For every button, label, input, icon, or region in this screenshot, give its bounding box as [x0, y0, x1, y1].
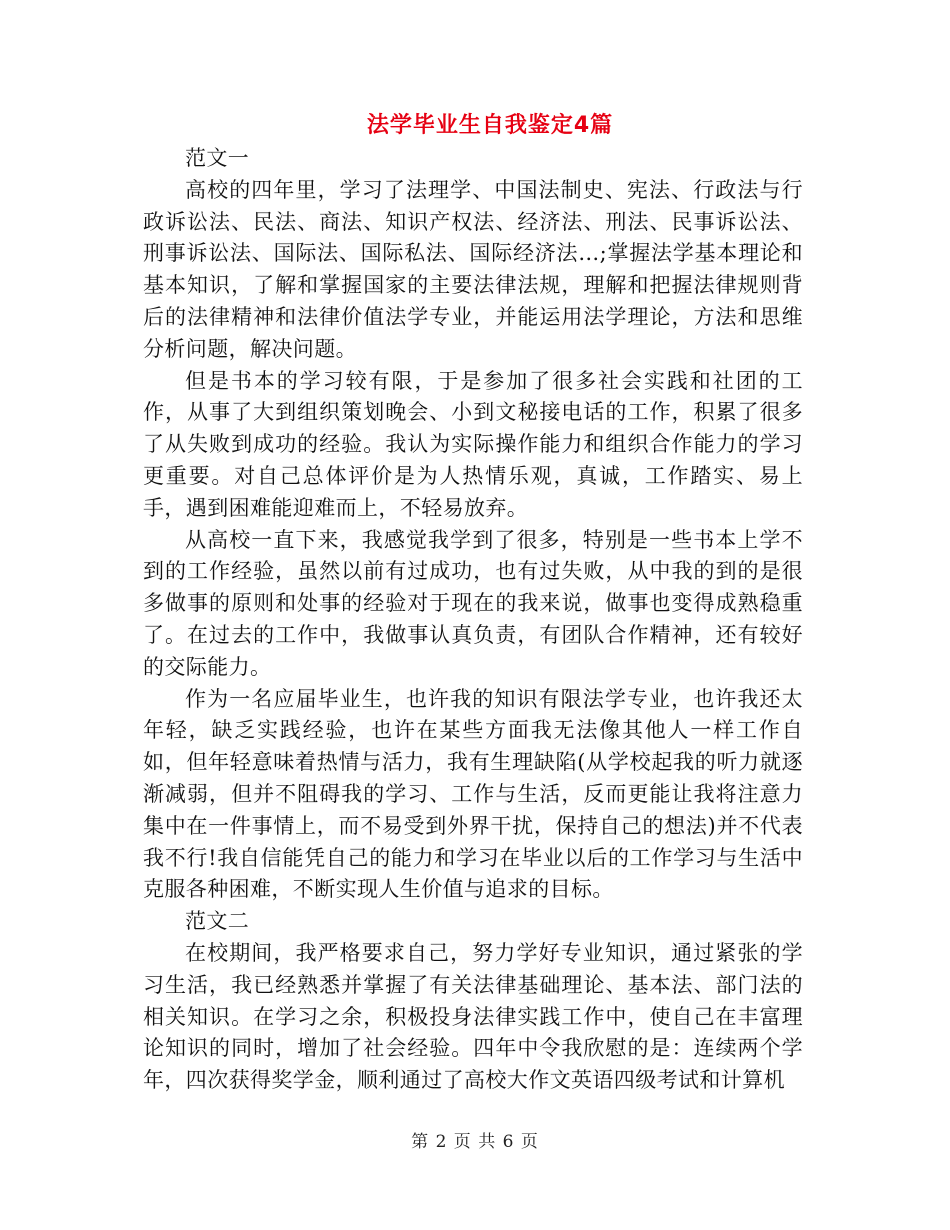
- document-title: 法学毕业生自我鉴定4篇: [366, 113, 614, 138]
- document-body: [143, 143, 803, 1097]
- section-heading: 范文一: [185, 146, 250, 170]
- paragraph: 作为一名应届毕业生，也许我的知识有限法学专业，也许我还太年轻，缺乏实践经验，也许在某些方面我无法像其他人一样工作自如，但年轻意味着热情与活力，我有生理缺陷(从学校起我的听力就逐渐减弱，但并不阻碍我的学习、工作与生活，反而更能让我将注意力集中在一件事情上，而不易受到外界干扰，保持自己的想法)并不代表我不行!我自信能凭自己的能力和学习在毕业以后的工作学习与生活中克服各种困难，不断实现人生价值与追求的目标。: [143, 686, 803, 902]
- section-heading: 范文二: [185, 909, 250, 934]
- paragraph: 在校期间，我严格要求自己，努力学好专业知识，通过紧张的学习生活，我已经熟悉并掌握了有关法律基础理论、基本法、部门法的相关知识。在学习之余，积极投身法律实践工作中，使自己在丰富理论知识的同时，增加了社会经验。四年中令我欣慰的是：连续两个学年，四次获得奖学金，顺利通过了高校大作文英语四级考试和计算机: [143, 940, 803, 1093]
- page-footer: 第 2 页 共 6 页: [411, 1132, 539, 1152]
- paragraph: 高校的四年里，学习了法理学、中国法制史、宪法、行政法与行政诉讼法、民法、商法、知识产权法、经济法、刑法、民事诉讼法、刑事诉讼法、国际法、国际私法、国际经济法…;掌握法学基本理论和基本知识，了解和掌握国家的主要法律法规，理解和把握法律规则背后的法律精神和法律价值法学专业，并能运用法学理论，方法和思维分析问题，解决问题。: [143, 177, 803, 361]
- paragraph: 从高校一直下来，我感觉我学到了很多，特别是一些书本上学不到的工作经验，虽然以前有过成功，也有过失败，从中我的到的是很多做事的原则和处事的经验对于现在的我来说，做事也变得成熟稳重了。在过去的工作中，我做事认真负责，有团队合作精神，还有较好的交际能力。: [143, 527, 803, 679]
- paragraph: 但是书本的学习较有限，于是参加了很多社会实践和社团的工作，从事了大到组织策划晚会、小到文秘接电话的工作，积累了很多了从失败到成功的经验。我认为实际操作能力和组织合作能力的学习更重要。对自己总体评价是为人热情乐观，真诚，工作踏实、易上手，遇到困难能迎难而上，不轻易放弃。: [143, 368, 803, 520]
